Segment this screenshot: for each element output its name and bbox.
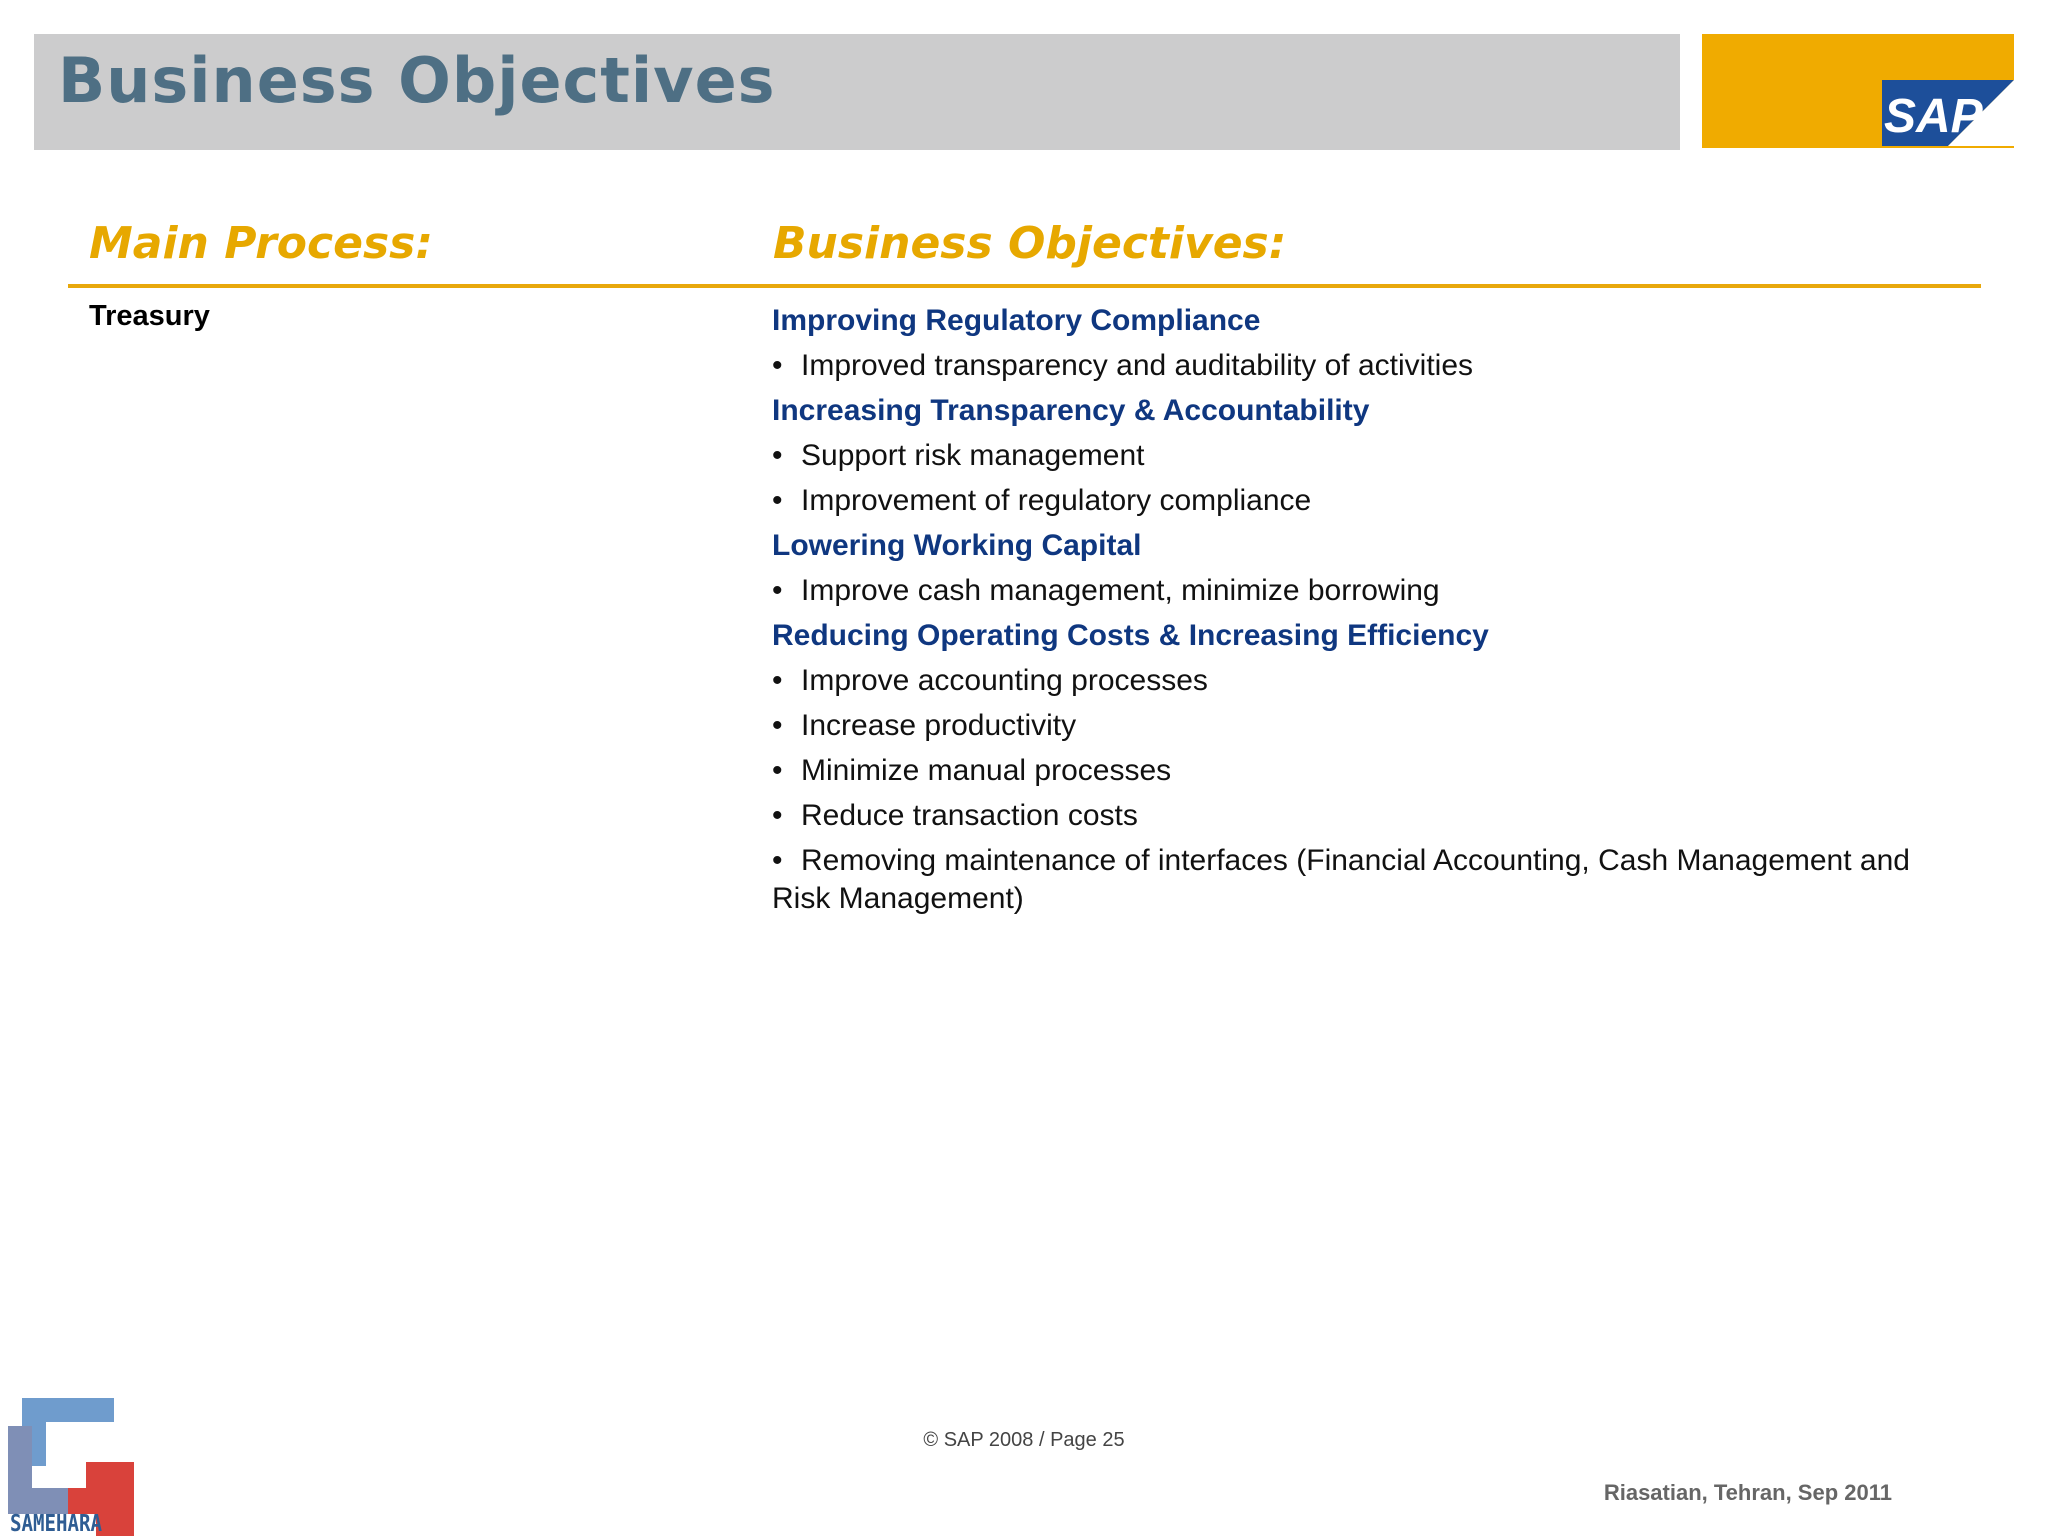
footer-copyright: © SAP 2008 / Page 25: [923, 1429, 1125, 1451]
objective-point: • Increase productivity: [772, 709, 1077, 742]
sap-logo-box: [1702, 34, 2014, 148]
objective-point: • Improve accounting processes: [772, 664, 1208, 697]
objective-point: • Improved transparency and auditability of activities: [772, 349, 1474, 382]
objective-point: • Minimize manual processes: [772, 754, 1172, 787]
footer-author: Riasatian, Tehran, Sep 2011: [1603, 1480, 1892, 1505]
objective-point: • Support risk management: [772, 439, 1145, 472]
page-title: Business Objectives: [58, 44, 776, 117]
objective-group-title: Increasing Transparency & Accountability: [772, 394, 1370, 427]
objective-group-title: Improving Regulatory Compliance: [772, 304, 1261, 337]
process-name: Treasury: [89, 300, 210, 332]
main-process-heading: Main Process:: [89, 218, 433, 269]
business-objectives-heading: Business Objectives:: [773, 218, 1287, 269]
objective-point: • Reduce transaction costs: [772, 799, 1138, 832]
sap-logo-text: SAP: [1884, 90, 1983, 143]
objectives-list: [772, 298, 1972, 918]
samehara-logo-text: SAMEHARA: [10, 1511, 103, 1536]
title-bar: [34, 34, 1680, 150]
samehara-logo: [8, 1392, 134, 1536]
sap-logo: [1882, 80, 2014, 146]
objective-point: • Removing maintenance of interfaces (Financial Accounting, Cash Management and Risk Management): [772, 844, 1910, 915]
objective-point: • Improvement of regulatory compliance: [772, 484, 1312, 517]
objective-group-title: Reducing Operating Costs & Increasing Efficiency: [772, 619, 1489, 652]
objective-point: • Improve cash management, minimize borrowing: [772, 574, 1440, 607]
heading-divider: [68, 284, 1981, 288]
objective-group-title: Lowering Working Capital: [772, 529, 1142, 562]
